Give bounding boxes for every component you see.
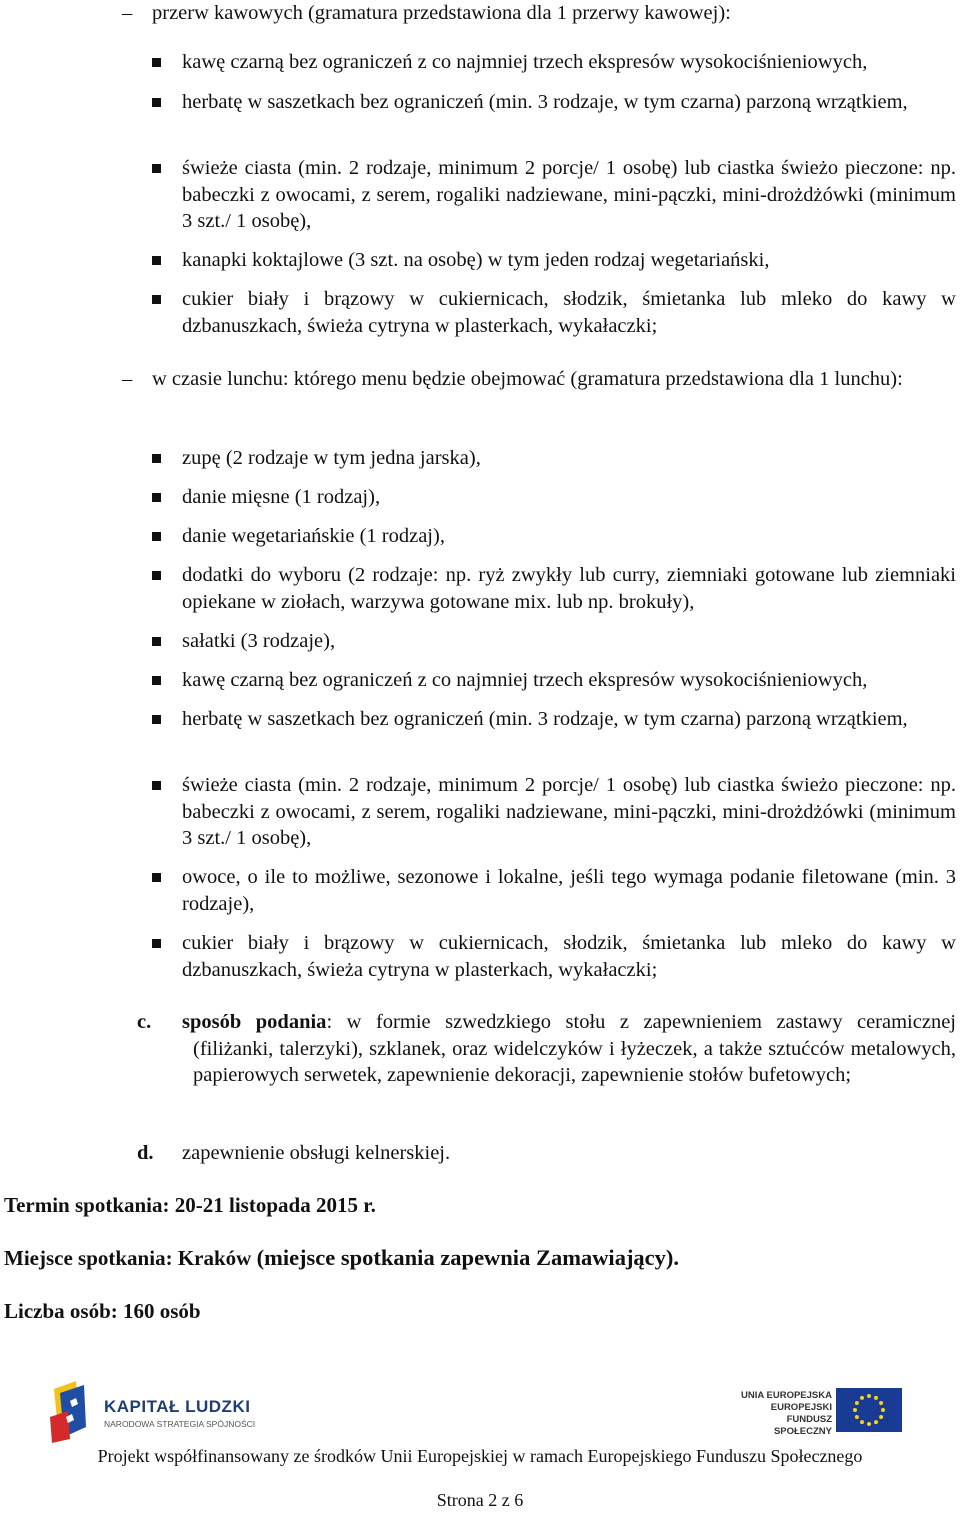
list-item: cukier biały i brązowy w cukiernicach, słodzik, śmietanka lub mleko do kawy w dzbanuszkach, świeża cytryna w plasterkach, wykałaczki;: [152, 286, 956, 339]
list-item: zupę (2 rodzaje w tym jedna jarska),: [152, 445, 956, 472]
eu-flag-icon: [836, 1388, 902, 1432]
square-bullet-icon: [152, 676, 161, 685]
square-bullet-icon: [152, 454, 161, 463]
meeting-term: Termin spotkania: 20-21 listopada 2015 r.: [4, 1193, 376, 1217]
square-bullet-icon: [152, 532, 161, 541]
eu-logo-line3: FUNDUSZ SPOŁECZNY: [773, 1414, 832, 1437]
item-c-text: [182, 1009, 956, 1089]
funding-note: Projekt współfinansowany ze środków Unii Europejskiej w ramach Europejskiego Funduszu Społecznego: [97, 1446, 863, 1466]
list-item: herbatę w saszetkach bez ograniczeń (min. 3 rodzaje, w tym czarna) parzoną wrzątkiem,: [152, 706, 956, 733]
square-bullet-icon: [152, 637, 161, 646]
coffee-break-heading-text: przerw kawowych (gramatura przedstawiona dla 1 przerwy kawowej):: [152, 2, 731, 24]
list-item: kawę czarną bez ograniczeń z co najmniej trzech ekspresów wysokociśnieniowych,: [152, 49, 956, 76]
square-bullet-icon: [152, 256, 161, 265]
meeting-place-note: (miejsce spotkania zapewnia Zamawiający).: [256, 1245, 680, 1270]
list-item: herbatę w saszetkach bez ograniczeń (min. 3 rodzaje, w tym czarna) parzoną wrzątkiem,: [152, 89, 956, 116]
square-bullet-icon: [152, 58, 161, 67]
square-bullet-icon: [152, 493, 161, 502]
square-bullet-icon: [152, 571, 161, 580]
lunch-heading-text: w czasie lunchu: którego menu będzie obejmować (gramatura przedstawiona dla 1 lunchu):: [152, 368, 903, 390]
list-item: danie wegetariańskie (1 rodzaj),: [152, 523, 956, 550]
list-item: cukier biały i brązowy w cukiernicach, słodzik, śmietanka lub mleko do kawy w dzbanuszkach, świeża cytryna w plasterkach, wykałaczki;: [152, 930, 956, 983]
item-c-body: : w formie szwedzkiego stołu z zapewnieniem zastawy ceramicznej (filiżanki, talerzyki), szklanek, oraz widelczyków i łyżeczek, a także sztućców metalowych, papierowych serwetek, zapewnienie dekoracji, zapewnienie stołów bufetowych;: [193, 1011, 956, 1086]
square-bullet-icon: [152, 873, 161, 882]
list-item: kawę czarną bez ograniczeń z co najmniej trzech ekspresów wysokociśnieniowych,: [152, 667, 956, 694]
square-bullet-icon: [152, 98, 161, 107]
kapital-ludzki-logo: [46, 1377, 266, 1445]
square-bullet-icon: [152, 164, 161, 173]
kapital-ludzki-title: KAPITAŁ LUDZKI: [104, 1397, 251, 1416]
eu-logo-line2: EUROPEJSKI: [770, 1402, 832, 1413]
list-item: kanapki koktajlowe (3 szt. na osobę) w tym jeden rodzaj wegetariański,: [152, 247, 956, 274]
item-c-label: sposób podania: [182, 1011, 327, 1033]
item-d-letter: d.: [137, 1142, 154, 1164]
meeting-place: [4, 1245, 679, 1272]
list-item: świeże ciasta (min. 2 rodzaje, minimum 2 porcje/ 1 osobę) lub ciastka świeżo pieczone: np. babeczki z owocami, z serem, rogaliki nadziewane, mini-pączki, mini-drożdżówki (minimum 3 szt./ 1 osobę),: [152, 155, 956, 235]
eu-logo-line1: UNIA EUROPEJSKA: [741, 1390, 832, 1401]
dash-marker: –: [122, 2, 133, 24]
square-bullet-icon: [152, 781, 161, 790]
square-bullet-icon: [152, 939, 161, 948]
page-number: Strona 2 z 6: [436, 1490, 524, 1510]
list-item: świeże ciasta (min. 2 rodzaje, minimum 2 porcje/ 1 osobę) lub ciastka świeżo pieczone: np. babeczki z owocami, z serem, rogaliki nadziewane, mini-pączki, mini-drożdżówki (minimum 3 szt./ 1 osobę),: [152, 772, 956, 852]
square-bullet-icon: [152, 295, 161, 304]
item-c-letter: c.: [137, 1011, 152, 1033]
kapital-ludzki-subtitle: NARODOWA STRATEGIA SPÓJNOŚCI: [104, 1419, 256, 1429]
list-item: danie mięsne (1 rodzaj),: [152, 484, 956, 511]
meeting-persons: Liczba osób: 160 osób: [4, 1299, 201, 1323]
list-item: dodatki do wyboru (2 rodzaje: np. ryż zwykły lub curry, ziemniaki gotowane lub ziemniaki opiekane w ziołach, warzywa gotowane mix. lub np. brokuły),: [152, 562, 956, 615]
dash-marker: –: [122, 368, 133, 390]
meeting-place-label: Miejsce spotkania: Kraków: [4, 1246, 257, 1270]
square-bullet-icon: [152, 715, 161, 724]
item-d-text: zapewnienie obsługi kelnerskiej.: [182, 1142, 451, 1164]
list-item: owoce, o ile to możliwe, sezonowe i lokalne, jeśli tego wymaga podanie filetowane (min. 3 rodzaje),: [152, 864, 956, 917]
eu-efs-logo: [736, 1388, 902, 1437]
list-item: sałatki (3 rodzaje),: [152, 628, 956, 655]
